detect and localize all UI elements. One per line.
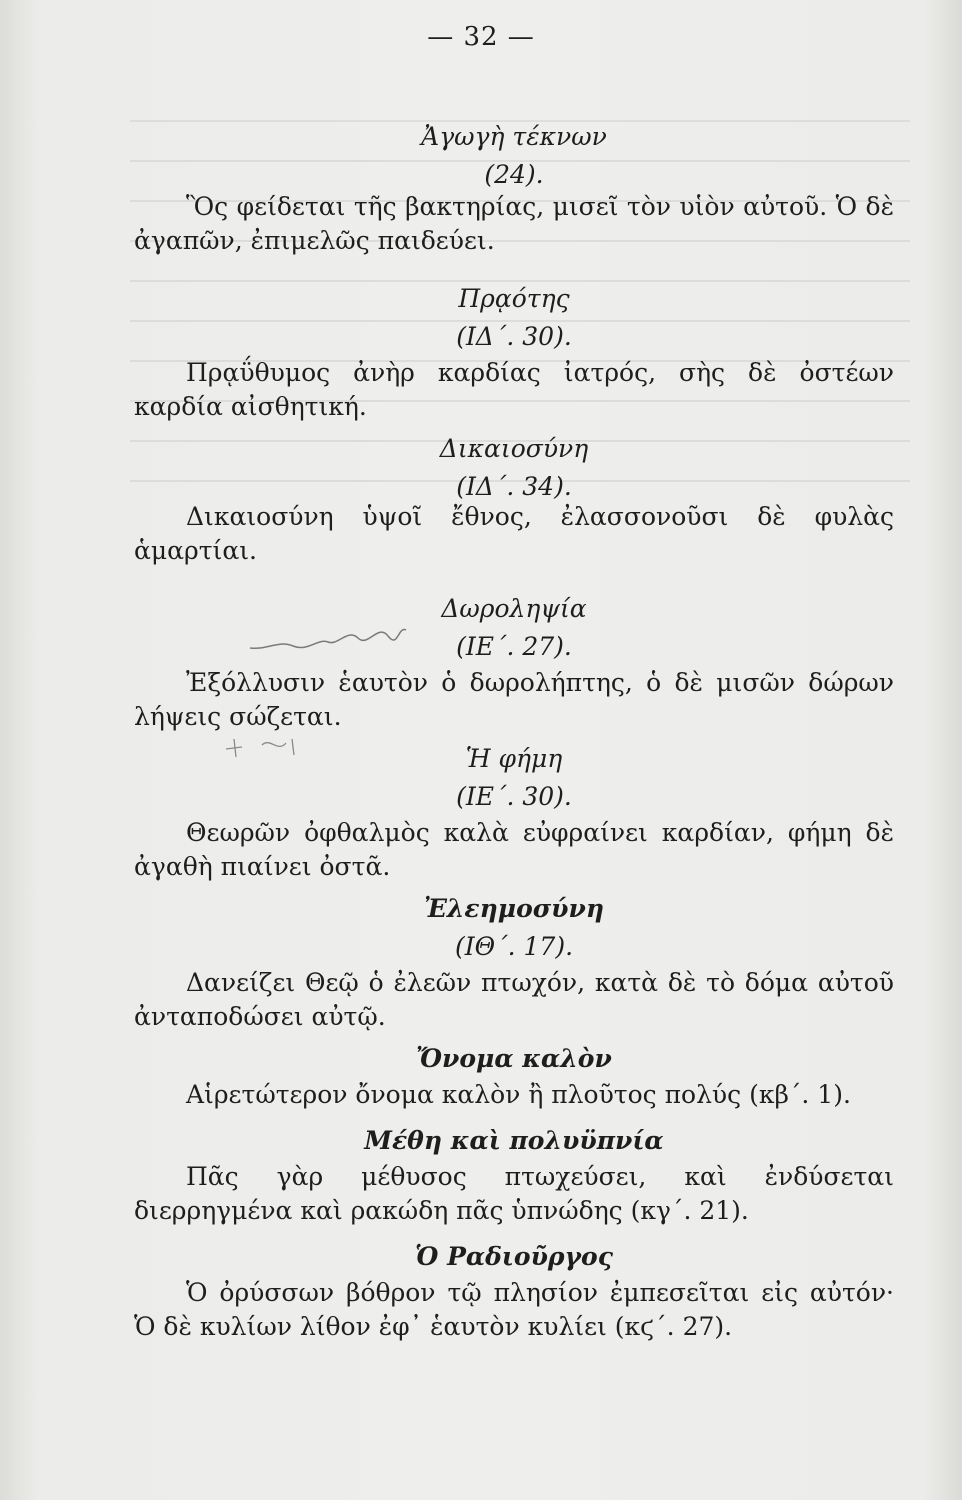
section-eleimosyni (134, 890, 894, 1034)
page-number: — 32 — (427, 22, 535, 52)
verse-text: Αἱρετώτερον ὄνομα καλὸν ἢ πλοῦτος πολύς (κβ΄. 1). (186, 1080, 851, 1109)
section-agogi-teknon (134, 118, 894, 258)
section-title: Μέθη καὶ πολυϋπνία (364, 1126, 664, 1155)
verse-reference: (ΙΔ΄. 30). (456, 322, 572, 351)
section-methi (134, 1122, 894, 1228)
section-title: Δωροληψία (441, 594, 587, 623)
verse-reference: (24). (484, 160, 544, 189)
section-title: Πρᾳότης (458, 284, 570, 313)
verse-reference: (ΙΘ΄. 17). (454, 932, 574, 961)
verse-text: Ὃς φείδεται τῆς βακτηρίας, μισεῖ τὸν υἱὸν αὐτοῦ. Ὁ δὲ ἀγαπῶν, ἐπιμελῶς παιδεύει. (134, 192, 894, 255)
verse-text: Πᾶς γὰρ μέθυσος πτωχεύσει, καὶ ἐνδύσεται διερρηγμένα καὶ ρακώδη πᾶς ὑπνώδης (κγ΄. 21). (134, 1162, 894, 1225)
handwritten-mark (222, 733, 302, 763)
verse-text: Δικαιοσύνη ὑψοῖ ἔθνος, ἐλασσονοῦσι δὲ φυλὰς ἁμαρτίαι. (134, 502, 894, 565)
handwritten-scribble (248, 618, 408, 668)
verse-text: Δανείζει Θεῷ ὁ ἐλεῶν πτωχόν, κατὰ δὲ τὸ δόμα αὐτοῦ ἀνταποδώσει αὐτῷ. (134, 968, 894, 1031)
section-title: Ὄνομα καλὸν (416, 1044, 612, 1073)
verse-text: Ὁ ὀρύσσων βόθρον τῷ πλησίον ἐμπεσεῖται εἰς αὐτόν· Ὁ δὲ κυλίων λίθον ἐφ᾽ ἑαυτὸν κυλίει (κϛ΄. 27). (134, 1278, 894, 1341)
section-title: Ἀγωγὴ τέκνων (421, 122, 607, 151)
section-title: Ἐλεημοσύνη (423, 894, 605, 923)
section-praotis (134, 280, 894, 424)
verse-text: Ἐξόλλυσιν ἑαυτὸν ὁ δωρολήπτης, ὁ δὲ μισῶν δώρων λήψεις σώζεται. (134, 668, 894, 731)
section-radiourgos (134, 1238, 894, 1344)
section-onoma-kalon (134, 1040, 894, 1112)
verse-reference: (ΙΕ΄. 30). (456, 782, 572, 811)
section-dikaiosyni (134, 430, 894, 568)
section-title: Ἡ φήμη (465, 744, 563, 773)
verse-reference: (ΙΕ΄. 27). (456, 632, 572, 661)
section-title: Δικαιοσύνη (439, 434, 589, 463)
verse-text: Πρᾳΰθυμος ἀνὴρ καρδίας ἰατρός, σὴς δὲ ὀστέων καρδία αἰσθητική. (134, 358, 894, 421)
section-title: Ὁ Ραδιοῦργος (415, 1242, 613, 1271)
verse-text: Θεωρῶν ὀφθαλμὸς καλὰ εὐφραίνει καρδίαν, φήμη δὲ ἀγαθὴ πιαίνει ὀστᾶ. (134, 818, 894, 881)
verse-reference: (ΙΔ΄. 34). (456, 472, 572, 501)
